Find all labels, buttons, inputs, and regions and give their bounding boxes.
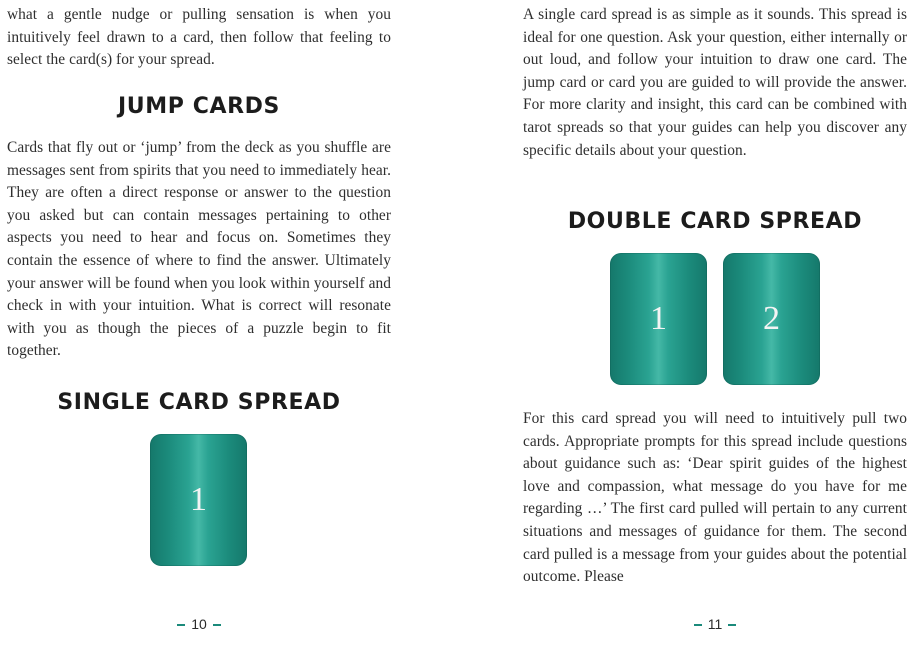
page-number-text: 11 bbox=[707, 616, 723, 632]
double-spread-card-2 bbox=[723, 253, 820, 385]
page-number-text: 10 bbox=[191, 616, 207, 632]
single-spread-card bbox=[150, 434, 247, 566]
double-spread-card-1 bbox=[610, 253, 707, 385]
intro-paragraph: what a gentle nudge or pulling sensation is when you intuitively feel drawn to a card, then follow that feeling to select the card(s) for your spread. bbox=[7, 6, 391, 69]
single-card-spread-heading: SINGLE CARD SPREAD bbox=[57, 390, 341, 415]
double-spread-paragraph: For this card spread you will need to intuitively pull two cards. Appropriate prompts for this spread include questions about guidance such as: ‘Dear spirit guides of the highest love and compassion, what message do you have for me regarding …’ The first card pulled will pertain to any current situations and messages of guidance for them. The second card pulled is a message from your guides about the potential outcome. Please bbox=[523, 410, 907, 586]
card-number: 2 bbox=[763, 300, 780, 337]
dash-decoration bbox=[177, 624, 185, 626]
left-page bbox=[7, 0, 391, 646]
single-spread-paragraph: A single card spread is as simple as it sounds. This spread is ideal for one question. Ask your question, either internally or out loud, and follow your intuition to draw one card. The jump card or card you are guided to will provide the answer. For more clarity and insight, this card can be combined with tarot spreads so that your guides can help you discover any specific details about your question. bbox=[523, 6, 907, 159]
page-number-right bbox=[523, 616, 907, 632]
dash-decoration bbox=[213, 624, 221, 626]
double-card-spread-heading: DOUBLE CARD SPREAD bbox=[567, 209, 863, 234]
page-number-left bbox=[7, 616, 391, 632]
jump-cards-paragraph: Cards that fly out or ‘jump’ from the deck as you shuffle are messages sent from spirits that you need to immediately hear. They are often a direct response or answer to the question you asked but can contain messages pertaining to other aspects you need to hear and focus on. Sometimes they contain the essence of where to find the answer. Ultimately your answer will be found when you look within yourself and check in with your intuition. What is correct will resonate with you as though the pieces of a puzzle begin to fit together. bbox=[7, 139, 391, 360]
right-page bbox=[523, 0, 907, 646]
card-number: 1 bbox=[650, 300, 667, 337]
dash-decoration bbox=[694, 624, 702, 626]
jump-cards-heading: JUMP CARDS bbox=[118, 94, 280, 119]
dash-decoration bbox=[728, 624, 736, 626]
card-number: 1 bbox=[190, 481, 207, 518]
